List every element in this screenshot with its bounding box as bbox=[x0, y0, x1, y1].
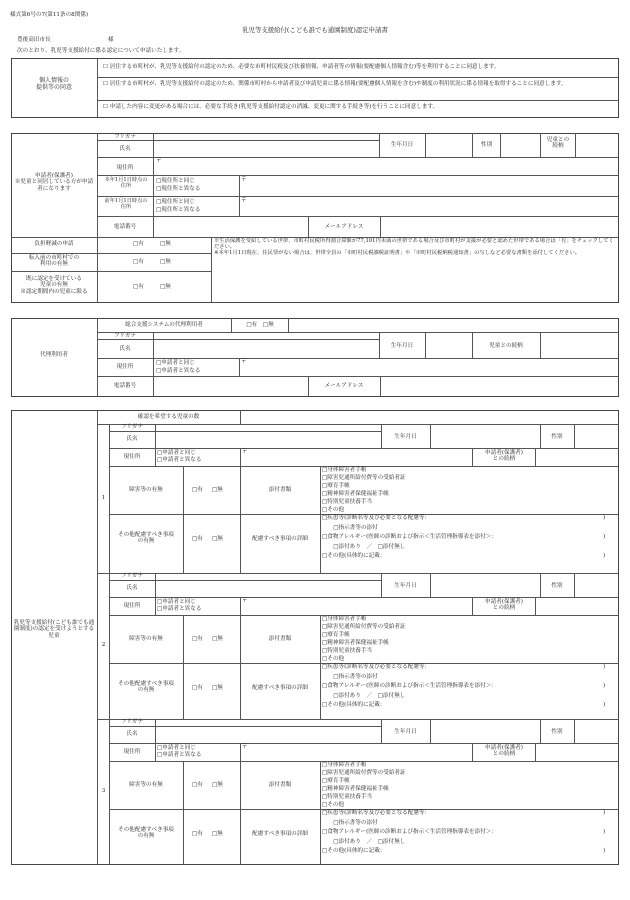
child-1-disability-label: 障害等の有無 bbox=[129, 487, 163, 493]
child-1-care-item-1[interactable]: □疾患等(診断名等及び必要となる配慮等： bbox=[322, 515, 431, 521]
moved-no[interactable]: □無 bbox=[160, 259, 171, 265]
applicant-jan1-postal: 〒 bbox=[241, 177, 247, 183]
child-2-number: 2 bbox=[101, 642, 106, 648]
child-2-attach-item-3[interactable]: □療育手帳 bbox=[322, 631, 350, 638]
child-1-disability-no[interactable]: □無 bbox=[212, 487, 223, 493]
child-2-attach-label: 添付書類 bbox=[268, 636, 292, 642]
child-1-attach-label: 添付書類 bbox=[268, 487, 292, 493]
consent-item-3[interactable]: ☐ 申請した内容に変更がある場合には、必要な手続き(乳児等支援給付認定の消滅、変更に関する手続き等)を行うことに同意します。 bbox=[103, 104, 439, 110]
child-2-care-item-1[interactable]: □疾患等(診断名等及び必要となる配慮等： bbox=[322, 664, 431, 670]
child-3-care-item-1[interactable]: □疾患等(診断名等及び必要となる配慮等： bbox=[322, 810, 431, 816]
child-1-postal-mark: 〒 bbox=[242, 449, 248, 455]
child-1-address-label: 現住所 bbox=[123, 454, 141, 460]
consent-item-2[interactable]: ☐ 居住する市町村が、乳児等支援給付の認定のため、関係市町村から申請者及び申請児童に係る情報(要配慮個人情報を含む)や制度の利用状況に係る情報を取得することに同意します。 bbox=[103, 81, 567, 87]
child-2-attach-item-2[interactable]: □障害児通所給付費等の受給者証 bbox=[322, 623, 406, 630]
proxy-address-diff[interactable]: □申請者と異なる bbox=[156, 368, 201, 374]
child-3-attach-label: 添付書類 bbox=[268, 782, 292, 788]
applicant-prevjan1-postal: 〒 bbox=[241, 198, 247, 204]
applicant-section bbox=[11, 133, 619, 303]
consent-label: 個人情報の 提供等の同意 bbox=[35, 77, 72, 91]
child-1-name-label: 氏名 bbox=[126, 436, 138, 442]
child-3-attach-item-2[interactable]: □障害児通所給付費等の受給者証 bbox=[322, 769, 406, 776]
intro-text: 次のとおり、乳児等支援給付に係る認定について申請いたします。 bbox=[17, 48, 185, 54]
certified-label: 既に認定を受けている 児童の有無 ※認定期間内の児童に限る bbox=[20, 276, 88, 295]
applicant-jan1-same[interactable]: □現住所と同じ bbox=[156, 178, 195, 184]
child-3-attach-item-3[interactable]: □療育手帳 bbox=[322, 777, 350, 784]
child-3-postal-mark: 〒 bbox=[242, 744, 248, 750]
child-1-care-item-4[interactable]: □添付あり ／ □添付無し bbox=[322, 543, 406, 550]
child-2-disability-yes[interactable]: □有 bbox=[192, 636, 203, 642]
children-label: 乳児等支援給付(こども誰でも通園制度)の認定を受けようとする児童 bbox=[13, 620, 95, 639]
proxy-email-label: メールアドレス bbox=[324, 383, 364, 389]
child-2-disability-label: 障害等の有無 bbox=[129, 636, 163, 642]
child-1-attach-item-1[interactable]: □身体障害者手帳 bbox=[322, 467, 367, 473]
proxy-name-label: 氏名 bbox=[119, 346, 131, 352]
child-2-care-no[interactable]: □無 bbox=[212, 685, 223, 691]
child-3-address-same[interactable]: □申請者と同じ bbox=[157, 745, 196, 751]
child-3-disability-label: 障害等の有無 bbox=[129, 782, 163, 788]
child-2-name-label: 氏名 bbox=[126, 585, 138, 591]
child-2-postal-mark: 〒 bbox=[242, 598, 248, 604]
child-3-address-label: 現住所 bbox=[123, 749, 141, 755]
child-3-disability-no[interactable]: □無 bbox=[212, 782, 223, 788]
proxy-system-label: 総合支援システムの代理利用者 bbox=[125, 322, 203, 328]
child-1-attach-item-6[interactable]: □その他 bbox=[322, 506, 345, 513]
burden-label: 負担軽減の申請 bbox=[34, 241, 74, 247]
child-1-attach-item-5[interactable]: □特別児童扶養手当 bbox=[322, 498, 373, 505]
child-1-other-care-label: その他配慮すべき事項 の有無 bbox=[118, 532, 174, 545]
proxy-relation-label: 児童との続柄 bbox=[489, 343, 523, 349]
child-3-attach-item-4[interactable]: □精神障害者保健福祉手帳 bbox=[322, 785, 389, 792]
certified-no[interactable]: □無 bbox=[160, 284, 171, 290]
applicant-furigana-label: フリガナ bbox=[113, 134, 137, 140]
child-2-furigana-label: フリガナ bbox=[120, 573, 144, 579]
child-2-care-item-5[interactable]: □その他(具体的に記載： bbox=[322, 702, 386, 709]
child-2-other-care-label: その他配慮すべき事項 の有無 bbox=[118, 681, 174, 694]
child-1-care-close-5: ) bbox=[603, 553, 606, 560]
child-2-attach-item-4[interactable]: □精神障害者保健福祉手帳 bbox=[322, 639, 389, 646]
moved-label: 転入前の市町村での 利用の有無 bbox=[28, 255, 80, 268]
applicant-jan1-label: 本年1月1日時点の 住所 bbox=[104, 177, 148, 189]
page-title: 乳児等支援給付(こども誰でも通園制度)認定申請書 bbox=[242, 26, 388, 34]
child-1-attach-item-2[interactable]: □障害児通所給付費等の受給者証 bbox=[322, 474, 406, 481]
child-1-care-detail-label: 配慮すべき事項の詳細 bbox=[252, 536, 308, 542]
child-1-address-diff[interactable]: □申請者と異なる bbox=[157, 457, 202, 463]
child-3-care-close-3: ) bbox=[603, 829, 606, 836]
child-1-address-same[interactable]: □申請者と同じ bbox=[157, 450, 196, 456]
child-3-care-close-5: ) bbox=[603, 848, 606, 855]
child-1-disability-yes[interactable]: □有 bbox=[192, 487, 203, 493]
child-1-care-item-3[interactable]: □食物アレルギー(医師の診断および指示＜生活管理指導表を添付＞： bbox=[322, 534, 497, 541]
applicant-birth-label: 生年月日 bbox=[390, 142, 414, 148]
burden-note: ※生活保護を受給している世帯、市町村民税所得割合算額が77,101円未満の世帯である場合及び市町村が支援が必要と認めた世帯である場合は「有」をチェックしてください。 ※本年1月1日現在、住民票がない場合は、世帯全員の「市町村民税課税証明書」や「市町村民税納税通知書」の写しなど必要な書類を添付してください。 bbox=[214, 238, 614, 257]
applicant-prevjan1-label: 前年1月1日時点の 住所 bbox=[104, 198, 148, 210]
child-3-number: 3 bbox=[101, 788, 106, 794]
child-3-relation-label: 申請者(保護者) との続柄 bbox=[485, 745, 523, 758]
child-1-furigana-label: フリガナ bbox=[120, 424, 144, 430]
child-1-number: 1 bbox=[101, 494, 106, 501]
child-3-address-diff[interactable]: □申請者と異なる bbox=[157, 752, 202, 758]
applicant-postal-mark: 〒 bbox=[156, 158, 162, 164]
applicant-name-label: 氏名 bbox=[119, 146, 131, 152]
child-1-care-close-3: ) bbox=[603, 534, 606, 541]
certified-yes[interactable]: □有 bbox=[133, 284, 144, 290]
child-2-birth-label: 生年月日 bbox=[394, 583, 417, 589]
child-1-care-item-2[interactable]: □指示書等の添付 bbox=[322, 524, 378, 531]
child-2-relation-label: 申請者(保護者) との続柄 bbox=[485, 599, 523, 612]
burden-no[interactable]: □無 bbox=[160, 241, 171, 247]
child-2-attach-item-1[interactable]: □身体障害者手帳 bbox=[322, 616, 367, 622]
applicant-relation-label: 児童との 続柄 bbox=[546, 137, 570, 150]
form-number: 様式第6号の7(第11条の8関係) bbox=[10, 12, 89, 18]
child-3-furigana-label: フリガナ bbox=[120, 719, 144, 725]
burden-yes[interactable]: □有 bbox=[133, 241, 144, 247]
child-3-disability-yes[interactable]: □有 bbox=[192, 782, 203, 788]
addressee-honorific: 様 bbox=[108, 37, 114, 43]
child-2-address-same[interactable]: □申請者と同じ bbox=[157, 599, 196, 605]
child-1-attach-item-3[interactable]: □療育手帳 bbox=[322, 482, 350, 489]
proxy-label: 代理利用者 bbox=[40, 352, 68, 358]
child-2-address-label: 現住所 bbox=[123, 603, 141, 609]
child-2-gender-label: 性別 bbox=[551, 583, 563, 589]
child-3-care-item-5[interactable]: □その他(具体的に記載： bbox=[322, 848, 386, 855]
applicant-prevjan1-diff[interactable]: □現住所と異なる bbox=[156, 207, 201, 213]
proxy-birth-label: 生年月日 bbox=[390, 343, 414, 349]
addressee: 豊後高田市長 bbox=[17, 37, 51, 43]
applicant-phone-label: 電話番号 bbox=[113, 224, 137, 230]
moved-yes[interactable]: □有 bbox=[133, 259, 144, 265]
child-2-care-item-2[interactable]: □指示書等の添付 bbox=[322, 673, 378, 680]
child-1-relation-label: 申請者(保護者) との続柄 bbox=[485, 450, 523, 463]
child-3-gender-label: 性別 bbox=[551, 729, 563, 735]
child-3-care-no[interactable]: □無 bbox=[212, 831, 223, 837]
child-3-attach-item-6[interactable]: □その他 bbox=[322, 801, 345, 808]
child-3-attach-item-1[interactable]: □身体障害者手帳 bbox=[322, 762, 367, 768]
child-1-care-yes[interactable]: □有 bbox=[192, 536, 203, 542]
child-3-care-close-1: ) bbox=[603, 810, 606, 816]
proxy-address-same[interactable]: □申請者と同じ bbox=[156, 360, 195, 366]
child-3-name-label: 氏名 bbox=[126, 731, 138, 737]
child-2-care-close-1: ) bbox=[603, 664, 606, 670]
proxy-system-choice[interactable]: □有 □無 bbox=[246, 322, 274, 328]
applicant-email-label: メールアドレス bbox=[324, 224, 364, 230]
children-count-label: 確認を希望する児童の数 bbox=[137, 414, 200, 420]
child-1-care-close-1: ) bbox=[603, 515, 606, 521]
child-3-care-yes[interactable]: □有 bbox=[192, 831, 203, 837]
child-2-attach-item-6[interactable]: □その他 bbox=[322, 655, 345, 662]
child-2-care-item-3[interactable]: □食物アレルギー(医師の診断および指示＜生活管理指導表を添付＞： bbox=[322, 683, 497, 690]
child-3-attach-item-5[interactable]: □特別児童扶養手当 bbox=[322, 793, 373, 800]
proxy-address-label: 現住所 bbox=[116, 364, 134, 370]
child-2-address-diff[interactable]: □申請者と異なる bbox=[157, 606, 202, 612]
child-2-care-detail-label: 配慮すべき事項の詳細 bbox=[252, 685, 308, 691]
child-2-care-close-3: ) bbox=[603, 683, 606, 690]
proxy-postal-mark: 〒 bbox=[241, 359, 247, 365]
child-3-other-care-label: その他配慮すべき事項 の有無 bbox=[118, 827, 174, 840]
child-1-gender-label: 性別 bbox=[551, 434, 563, 440]
applicant-jan1-diff[interactable]: □現住所と異なる bbox=[156, 186, 201, 192]
child-1-name-field[interactable] bbox=[157, 432, 379, 446]
applicant-name-field[interactable] bbox=[154, 142, 378, 156]
child-1-birth-label: 生年月日 bbox=[394, 434, 417, 440]
applicant-address-label: 現住所 bbox=[116, 165, 134, 171]
child-3-care-item-3[interactable]: □食物アレルギー(医師の診断および指示＜生活管理指導表を添付＞： bbox=[322, 829, 497, 836]
child-3-care-item-2[interactable]: □指示書等の添付 bbox=[322, 819, 378, 826]
child-3-birth-label: 生年月日 bbox=[394, 729, 417, 735]
child-2-care-close-5: ) bbox=[603, 702, 606, 709]
proxy-furigana-label: フリガナ bbox=[113, 333, 137, 339]
child-2-disability-no[interactable]: □無 bbox=[212, 636, 223, 642]
child-2-care-item-4[interactable]: □添付あり ／ □添付無し bbox=[322, 692, 406, 699]
child-2-name-field[interactable] bbox=[157, 581, 379, 595]
child-2-care-yes[interactable]: □有 bbox=[192, 685, 203, 691]
consent-item-1[interactable]: ☐ 居住する市町村が、乳児等支援給付の認定のため、必要な市町村民税及び扶養情報、申請者等の情報(要配慮個人情報含む)等を利用することに同意します。 bbox=[103, 64, 500, 70]
child-1-care-no[interactable]: □無 bbox=[212, 536, 223, 542]
applicant-prevjan1-same[interactable]: □現住所と同じ bbox=[156, 199, 195, 205]
child-3-care-detail-label: 配慮すべき事項の詳細 bbox=[252, 831, 308, 837]
child-3-name-field[interactable] bbox=[157, 727, 379, 741]
child-2-attach-item-5[interactable]: □特別児童扶養手当 bbox=[322, 647, 373, 654]
child-1-attach-item-4[interactable]: □精神障害者保健福祉手帳 bbox=[322, 490, 389, 497]
proxy-phone-label: 電話番号 bbox=[113, 383, 137, 389]
child-3-care-item-4[interactable]: □添付あり ／ □添付無し bbox=[322, 838, 406, 845]
applicant-gender-label: 性別 bbox=[480, 142, 493, 148]
applicant-label: 申請者(保護者) ※児童と同居している方が申請者になります bbox=[14, 173, 94, 192]
child-1-care-item-5[interactable]: □その他(具体的に記載： bbox=[322, 553, 386, 560]
